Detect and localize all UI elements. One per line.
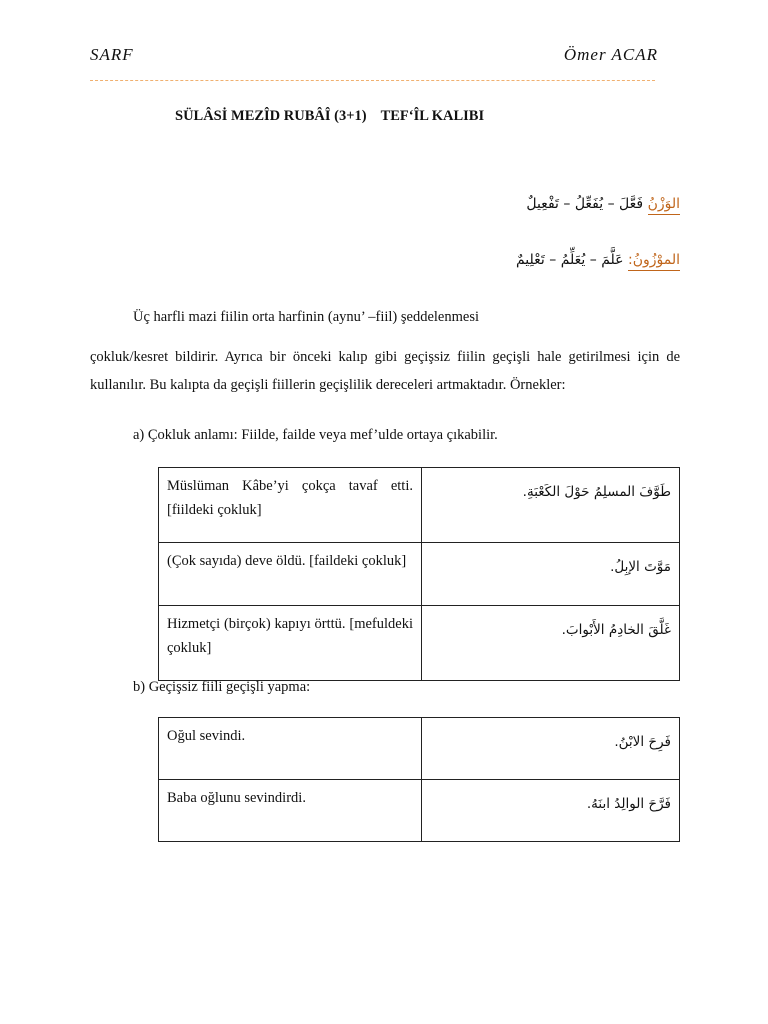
- turkish-cell: Hizmetçi (birçok) kapıyı örttü. [mefuldeki çokluk]: [159, 606, 422, 681]
- title-part-1: SÜLÂSİ MEZÎD RUBÂÎ (3+1): [175, 108, 367, 124]
- turkish-cell: Müslüman Kâbe’yi çokça tavaf etti. [fiildeki çokluk]: [159, 468, 422, 543]
- arabic-cell: غَلَّقَ الخادِمُ الأَبْوابَ.: [422, 606, 680, 681]
- arabic-pattern-text: فَعَّلَ – يُفَعِّلُ – تَفْعِيلٌ: [526, 196, 644, 212]
- arabic-example-text: عَلَّمَ – يُعَلِّمُ – تَعْلِيمٌ: [515, 252, 624, 268]
- examples-table-plurality: [158, 467, 680, 681]
- page-title: [175, 108, 484, 125]
- arabic-example-line: [516, 252, 680, 268]
- arabic-cell: فَرَّحَ الوالِدُ ابنَهُ.: [422, 780, 680, 842]
- header-right: Ömer ACAR: [563, 45, 658, 64]
- arabic-pattern-line: [526, 196, 680, 212]
- table-row: [159, 606, 680, 681]
- header-left: SARF: [90, 45, 134, 64]
- section-a-heading: a) Çokluk anlamı: Fiilde, failde veya mef’ulde ortaya çıkabilir.: [133, 427, 498, 443]
- turkish-cell: Oğul sevindi.: [159, 718, 422, 780]
- arabic-cell: طَوَّفَ المسلِمُ حَوْلَ الكَعْبَةِ.: [422, 468, 680, 543]
- section-b-heading: b) Geçişsiz fiili geçişli yapma:: [133, 679, 311, 695]
- table-row: [159, 780, 680, 842]
- arabic-cell: فَرِحَ الابْنُ.: [422, 718, 680, 780]
- turkish-cell: Baba oğlunu sevindirdi.: [159, 780, 422, 842]
- table-row: [159, 468, 680, 543]
- table-row: [159, 543, 680, 606]
- table-row: [159, 718, 680, 780]
- title-part-2: TEF‘ÎL KALIBI: [380, 108, 485, 124]
- header-divider: [90, 80, 655, 81]
- examples-table-transitive: [158, 717, 680, 842]
- paragraph-first-line: Üç harfli mazi fiilin orta harfinin (aynu’ –fiil) şeddelenmesi: [133, 309, 479, 325]
- paragraph-body: çokluk/kesret bildirir. Ayrıca bir önceki kalıp gibi geçişsiz fiilin geçişli hale getirilmesi için de kullanılır. Bu kalıpta da geçişli fiillerin geçişlilik dereceleri artmaktadır. Örnekler:: [90, 349, 680, 393]
- turkish-cell: (Çok sayıda) deve öldü. [faildeki çokluk]: [159, 543, 422, 606]
- arabic-pattern-label: الوَزْنُ: [648, 196, 680, 215]
- arabic-cell: مَوَّتَ الإبِلُ.: [422, 543, 680, 606]
- arabic-example-label: الموْزُونُ:: [628, 252, 680, 271]
